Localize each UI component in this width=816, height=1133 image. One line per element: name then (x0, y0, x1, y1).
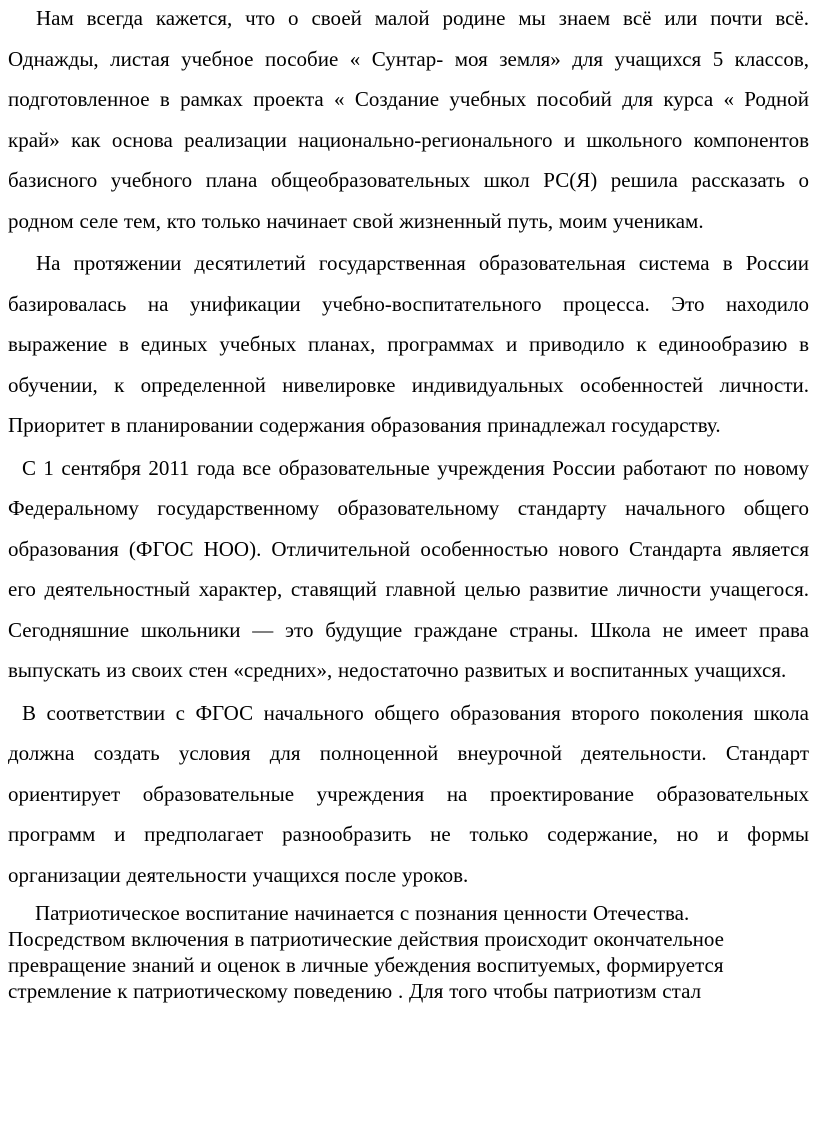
paragraph-fgos-noo: С 1 сентября 2011 года все образовательные учреждения России работают по новому Федеральному государственному образовательному стандарту начального общего образования (ФГОС НОО). Отличительной особенностью нового Стандарта является его деятельностный характер, ставящий главной целью развитие личности учащегося. Сегодняшние школьники — это будущие граждане страны. Школа не имеет права выпускать из своих стен «средних», недостаточно развитых и воспитанных учащихся. (8, 455, 809, 682)
paragraph-vneurochnaya-deyatelnost: В соответствии с ФГОС начального общего образования второго поколения школа должна создать условия для полноценной внеурочной деятельности. Стандарт ориентирует образовательные учреждения на проектирование образовательных программ и предполагает разнообразить не только содержание, но и формы организации деятельности учащихся после уроков. (8, 700, 809, 887)
paragraph-malaya-rodina: Нам всегда кажется, что о своей малой родине мы знаем всё или почти всё. Однажды, листая учебное пособие « Сунтар- моя земля» для учащихся 5 классов, подготовленное в рамках проекта « Создание учебных пособий для курса « Родной край» как основа реализации национально-регионального и школьного компонентов базисного учебного плана общеобразовательных школ РС(Я) решила рассказать о родном селе тем, кто только начинает свой жизненный путь, моим ученикам. (8, 6, 809, 233)
paragraph-gosudarstvennaya-sistema: На протяжении десятилетий государственная образовательная система в России базировалась на унификации учебно-воспитательного процесса. Это находило выражение в единых учебных планах, программах и приводило к единообразию в обучении, к определенной нивелировке индивидуальных особенностей личности. Приоритет в планировании содержания образования принадлежал государству. (8, 251, 809, 437)
paragraph-patrioticheskoe-vospitanie: Патриотическое воспитание начинается с познания ценности Отечества. Посредством включения в патриотические действия происходит окончательное превращение знаний и оценок в личные убеждения воспитуемых, формируется стремление к патриотическому поведению . Для того чтобы патриотизм стал (8, 901, 724, 1003)
